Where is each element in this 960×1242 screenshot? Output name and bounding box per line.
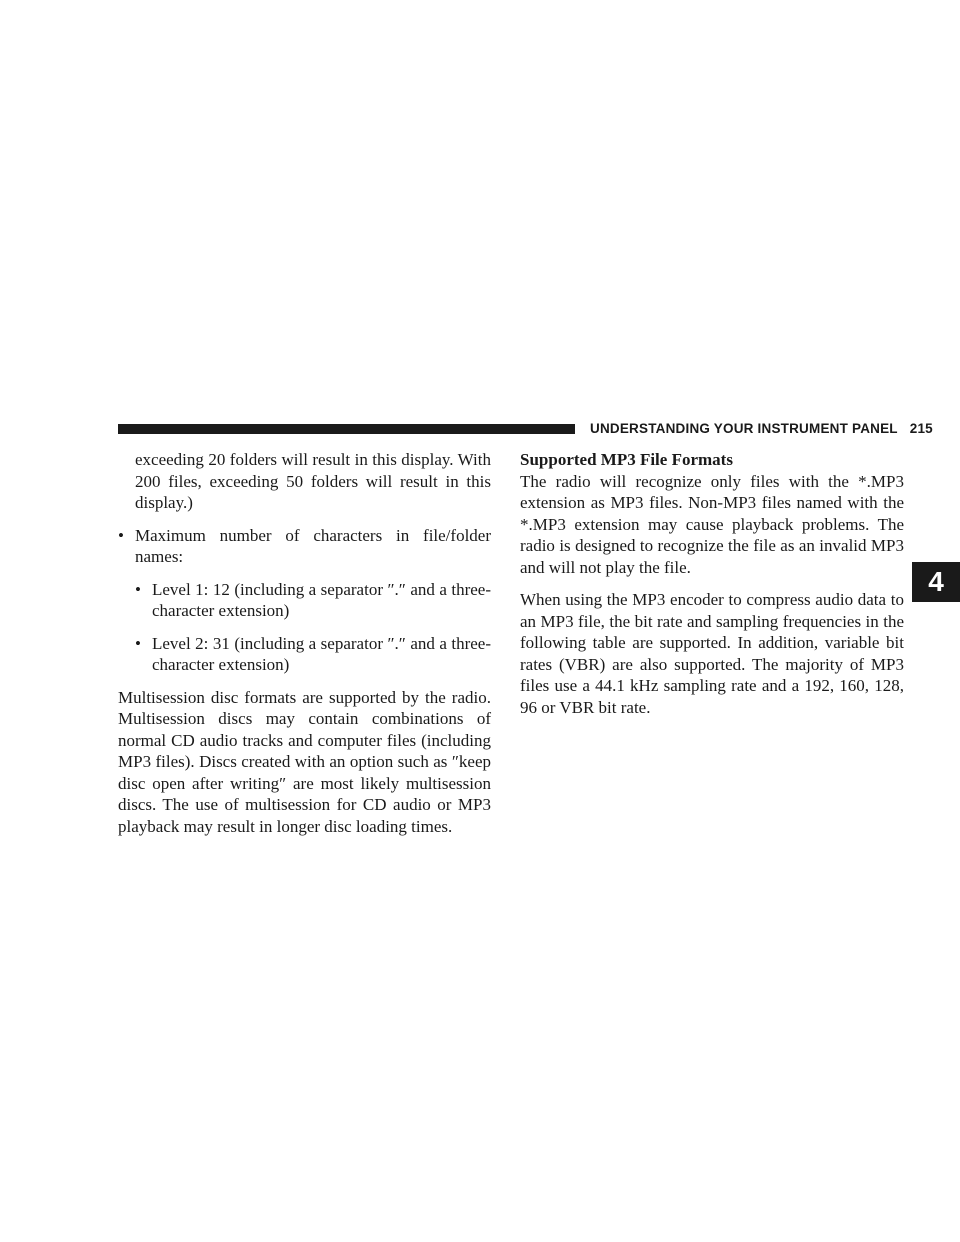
chapter-tab: 4 <box>912 562 960 602</box>
body-paragraph: When using the MP3 encoder to compress audio data to an MP3 file, the bit rate and sampling frequencies in the following table are supported. In addition, variable bit rates (VBR) are also supported. The majority of MP3 files use a 44.1 kHz sampling rate and a 192, 160, 128, 96 or VBR bit rate. <box>520 590 904 717</box>
sub-bullet-item <box>135 579 491 622</box>
bullet-item <box>118 525 491 568</box>
bullet-text: Level 1: 12 (including a separator ″.″ and a three-character extension) <box>152 579 491 620</box>
bullet-dot: • <box>135 579 141 599</box>
bullet-dot: • <box>118 525 124 545</box>
bullet-dot: • <box>135 633 141 653</box>
body-paragraph: The radio will recognize only files with the *.MP3 extension as MP3 files. Non-MP3 files named with the *.MP3 extension may cause playback problems. The radio is designed to recognize the file as an invalid MP3 and will not play the file. <box>520 471 904 577</box>
continued-text: exceeding 20 folders will result in this display. With 200 files, exceeding 50 folders will result in this display.) <box>135 450 491 512</box>
bullet-text: Maximum number of characters in file/folder names: <box>135 525 491 566</box>
running-header <box>590 421 933 437</box>
section-title: UNDERSTANDING YOUR INSTRUMENT PANEL <box>590 421 898 436</box>
header-rule <box>118 424 575 434</box>
left-column <box>118 449 491 848</box>
body-paragraph: Multisession disc formats are supported by the radio. Multisession discs may contain combinations of normal CD audio tracks and computer files (including MP3 files). Discs created with an option such as ″keep disc open after writing″ are most likely multisession discs. The use of multisession for CD audio or MP3 playback may result in longer disc loading times. <box>118 687 491 836</box>
right-column <box>520 449 904 729</box>
sub-bullet-item <box>135 633 491 676</box>
page-number: 215 <box>909 421 933 436</box>
bullet-text: Level 2: 31 (including a separator ″.″ and a three-character extension) <box>152 633 491 674</box>
section-heading: Supported MP3 File Formats <box>520 450 733 469</box>
